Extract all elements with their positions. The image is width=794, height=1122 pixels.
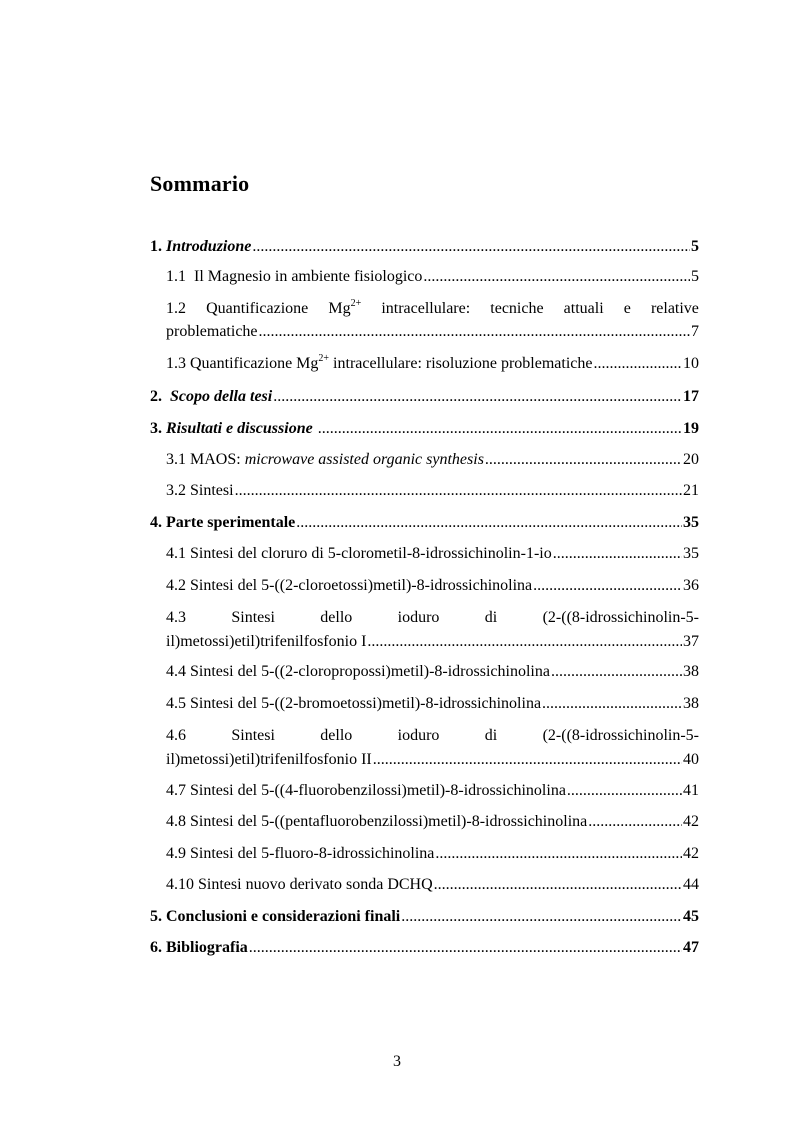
toc-entry-risultati-e-discussione[interactable]: 3. Risultati e discussione ..... 19 (150, 419, 699, 439)
toc-entry-bibliografia[interactable]: 6. Bibliografia ..... 47 (150, 938, 699, 958)
toc-number: 1.1 (166, 268, 186, 285)
toc-page: 20 (683, 451, 699, 468)
toc-entry-4-1[interactable]: 4.1 Sintesi del cloruro di 5-clorometil-8-idrossichinolin-1-io ..... 35 (166, 544, 699, 564)
dot-leader (553, 544, 682, 564)
toc-page: 5 (691, 268, 699, 285)
toc-entry-4-4[interactable]: 4.4 Sintesi del 5-((2-cloropropossi)metil)-8-idrossichinolina ..... 38 (166, 662, 699, 682)
toc-entry-4-2[interactable]: 4.2 Sintesi del 5-((2-cloroetossi)metil)-8-idrossichinolina ..... 36 (166, 576, 699, 596)
toc-page: 40 (683, 751, 699, 768)
dot-leader (273, 387, 682, 407)
dot-leader (542, 694, 682, 714)
toc-entry-1-1[interactable] (166, 267, 699, 287)
toc-label-continued: il)metossi)etil)trifenilfosfonio I (166, 633, 367, 650)
page-title: Sommario (150, 171, 250, 196)
toc-page: 41 (683, 782, 699, 799)
dot-leader (567, 781, 682, 801)
toc-page: 35 (683, 545, 699, 562)
toc-label-continued: il)metossi)etil)trifenilfosfonio II (166, 751, 372, 768)
toc-entry-3-1[interactable]: 3.1 MAOS: microwave assisted organic synthesis ..... 20 (166, 450, 699, 470)
dot-leader (594, 354, 683, 374)
toc-entry-line: 1.2 Quantificazione $Mg^{2+}$ intracellulare: tecniche attuali e relative (166, 297, 699, 317)
toc-page: 44 (683, 876, 699, 893)
dot-leader (252, 237, 690, 257)
toc-number: 1. (150, 238, 162, 255)
page-number: 3 (393, 1053, 401, 1070)
toc-page: 19 (683, 420, 699, 437)
toc-label: Il Magnesio in ambiente fisiologico (194, 268, 423, 285)
dot-leader (434, 875, 682, 895)
toc-entry-4-5[interactable]: 4.5 Sintesi del 5-((2-bromoetossi)metil)-8-idrossichinolina ..... 38 (166, 694, 699, 714)
toc-page: 35 (683, 514, 699, 531)
toc-entry-introduzione[interactable] (150, 237, 699, 257)
toc-entry-scopo-della-tesi[interactable]: 2. Scopo della tesi ..... 17 (150, 387, 699, 407)
dot-leader (259, 322, 690, 342)
toc-entry-1-3[interactable]: 1.3 Quantificazione $Mg^{2+}$ intracellulare: risoluzione problematiche ..... 10 (166, 354, 699, 374)
toc-page: 21 (683, 482, 699, 499)
toc-page: 38 (683, 663, 699, 680)
toc-entry-4-9[interactable]: 4.9 Sintesi del 5-fluoro-8-idrossichinolina ..... 42 (166, 844, 699, 864)
dot-leader (296, 513, 682, 533)
toc-page: 17 (683, 388, 699, 405)
toc-entry-1-2[interactable] (166, 299, 699, 342)
dot-leader (373, 750, 682, 770)
toc-entry-conclusioni[interactable]: 5. Conclusioni e considerazioni finali ..... 45 (150, 907, 699, 927)
dot-leader (367, 632, 682, 652)
toc-page: 47 (683, 939, 699, 956)
toc-page: 7 (691, 323, 699, 340)
toc-entry-4-6[interactable] (166, 726, 699, 770)
toc-entry-4-7[interactable]: 4.7 Sintesi del 5-((4-fluorobenzilossi)metil)-8-idrossichinolina ..... 41 (166, 781, 699, 801)
toc-page: 37 (683, 633, 699, 650)
dot-leader (318, 419, 682, 439)
dot-leader (249, 938, 682, 958)
toc-page: 5 (691, 238, 699, 255)
toc-page: 42 (683, 845, 699, 862)
toc-entry-line: 4.3 Sintesi dello ioduro di (2-((8-idrossichinolin-5- (166, 609, 699, 626)
toc-entry-4-10[interactable]: 4.10 Sintesi nuovo derivato sonda DCHQ ..... 44 (166, 875, 699, 895)
dot-leader (435, 844, 682, 864)
toc-entry-line: 4.6 Sintesi dello ioduro di (2-((8-idrossichinolin-5- (166, 727, 699, 744)
toc-label: Introduzione (166, 238, 252, 255)
dot-leader (551, 662, 682, 682)
dot-leader (235, 481, 682, 501)
toc-label-continued: problematiche (166, 323, 258, 340)
toc-page: 42 (683, 813, 699, 830)
toc-entry-parte-sperimentale[interactable]: 4. Parte sperimentale ..... 35 (150, 513, 699, 533)
toc-entry-4-8[interactable]: 4.8 Sintesi del 5-((pentafluorobenzilossi)metil)-8-idrossichinolina ..... 42 (166, 812, 699, 832)
dot-leader (423, 267, 690, 287)
dot-leader (588, 812, 682, 832)
toc-page: 36 (683, 577, 699, 594)
dot-leader (533, 576, 682, 596)
toc-page: 45 (683, 908, 699, 925)
toc-page: 10 (683, 355, 699, 372)
dot-leader (485, 450, 682, 470)
dot-leader (401, 907, 682, 927)
toc-entry-4-3[interactable] (166, 608, 699, 652)
toc-entry-3-2[interactable]: 3.2 Sintesi ..... 21 (166, 481, 699, 501)
toc-page: 38 (683, 695, 699, 712)
